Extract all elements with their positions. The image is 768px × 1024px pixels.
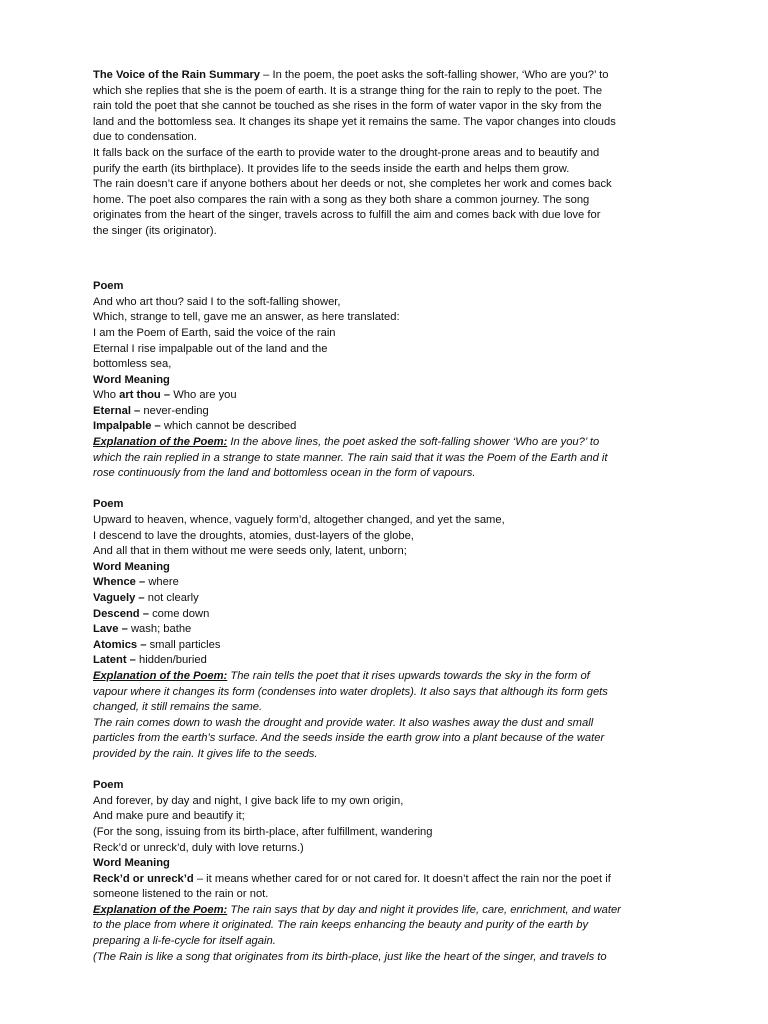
word-definition: small particles [146, 638, 221, 651]
summary-text: – In the poem, the poet asks the soft-falling shower, ‘Who are you?’ to [260, 69, 609, 81]
poem-line: And who art thou? said I to the soft-falling shower, [93, 295, 341, 308]
explanation-text: The rain says that by day and night it provides life, care, enrichment, and water [227, 903, 621, 916]
word-meaning-item [93, 622, 683, 638]
explanation-line: (The Rain is like a song that originates from its birth-place, just like the heart of the singer, and travels to [93, 950, 607, 963]
word-meaning-prefix: Who [93, 389, 120, 402]
poem-line: Which, strange to tell, gave me an answer, as here translated: [93, 311, 400, 324]
word-meaning-item [93, 872, 683, 888]
poem-section-3 [93, 778, 683, 965]
poem-section-1 [93, 279, 683, 482]
poem-line: Eternal I rise impalpable out of the land and the [93, 342, 328, 355]
explanation-line: which the rain replied in a strange to state manner. The rain said that it was the Poem of the Earth and it [93, 451, 608, 464]
explanation-line: rose continuously from the land and bottomless ocean in the form of vapours. [93, 467, 476, 480]
word-meaning-item [93, 638, 683, 654]
summary-line: purify the earth (its birthplace). It provides life to the seeds inside the earth and helps them grow. [93, 162, 570, 175]
poem-heading: Poem [93, 498, 124, 511]
summary-line: The rain doesn’t care if anyone bothers about her deeds or not, she completes her work and comes back [93, 178, 612, 191]
poem-section-2 [93, 497, 683, 762]
word-definition: come down [148, 607, 210, 620]
word-meaning-item [93, 653, 683, 669]
explanation-line [93, 435, 683, 451]
poem-line: (For the song, issuing from its birth-place, after fulfillment, wandering [93, 825, 433, 838]
word-term: Lave – [93, 623, 128, 636]
explanation-line: preparing a li-fe-cycle for itself again. [93, 935, 276, 948]
word-definition: wash; bathe [127, 623, 192, 636]
word-meaning-item [93, 404, 683, 420]
explanation-text: The rain tells the poet that it rises upwards towards the sky in the form of [227, 669, 590, 682]
summary-line: land and the bottomless sea. It changes its shape yet it remains the same. The vapor changes into clouds [93, 115, 616, 128]
explanation-text: In the above lines, the poet asked the soft-falling shower ‘Who are you?’ to [227, 436, 600, 449]
poem-line: bottomless sea, [93, 358, 172, 371]
word-definition: where [145, 576, 179, 589]
word-definition: – it means whether cared for or not cared for. It doesn’t affect the rain nor the poet if [193, 872, 611, 885]
word-meaning-item [93, 591, 683, 607]
word-definition: Who are you [170, 389, 237, 402]
word-meaning-continuation: someone listened to the rain or not. [93, 888, 269, 901]
word-meaning-item [93, 607, 683, 623]
explanation-line: provided by the rain. It gives life to the seeds. [93, 747, 318, 760]
poem-heading: Poem [93, 280, 124, 293]
explanation-label: Explanation of the Poem: [93, 436, 228, 449]
word-term: art thou – [119, 389, 171, 402]
summary-line: rain told the poet that she cannot be touched as she rises in the form of water vapor in the sky from the [93, 100, 602, 113]
word-meaning-heading: Word Meaning [93, 857, 170, 870]
summary-line: originates from the heart of the singer, travels across to fulfill the aim and comes back with due love for [93, 209, 601, 222]
word-definition: hidden/buried [135, 654, 207, 667]
document-page [93, 68, 683, 965]
word-term: Whence – [93, 576, 146, 589]
explanation-line: changed, it still remains the same. [93, 701, 263, 714]
explanation-line: vapour where it changes its form (condenses into water droplets). It also says that although its form gets [93, 685, 608, 698]
explanation-line: The rain comes down to wash the drought and provide water. It also washes away the dust and small [93, 716, 594, 729]
poem-line: And forever, by day and night, I give back life to my own origin, [93, 794, 404, 807]
summary-line: which she replies that she is the poem of earth. It is a strange thing for the rain to reply to the poet. The [93, 84, 603, 97]
summary-line: due to condensation. [93, 131, 197, 144]
poem-line: And make pure and beautify it; [93, 810, 245, 823]
word-term: Atomics – [93, 638, 147, 651]
explanation-label: Explanation of the Poem: [93, 669, 228, 682]
explanation-line [93, 669, 683, 685]
word-term: Reck’d or unreck’d [93, 872, 194, 885]
poem-line: I am the Poem of Earth, said the voice of the rain [93, 326, 336, 339]
poem-line: And all that in them without me were seeds only, latent, unborn; [93, 545, 407, 558]
explanation-label: Explanation of the Poem: [93, 903, 228, 916]
word-term: Vaguely – [93, 592, 145, 604]
word-term: Impalpable – [93, 420, 161, 433]
explanation-line: particles from the earth’s surface. And the seeds inside the earth grow into a plant because of the water [93, 732, 605, 745]
summary-section [93, 68, 683, 240]
summary-title: The Voice of the Rain Summary [93, 69, 261, 81]
word-definition: never-ending [140, 404, 209, 417]
word-term: Latent – [93, 654, 136, 667]
word-meaning-heading: Word Meaning [93, 373, 170, 386]
summary-line: home. The poet also compares the rain with a song as they both share a common journey. The song [93, 193, 590, 206]
poem-line: I descend to lave the droughts, atomies, dust-layers of the globe, [93, 529, 414, 542]
word-term: Eternal – [93, 404, 141, 417]
summary-line: It falls back on the surface of the earth to provide water to the drought-prone areas and to beautify and [93, 146, 600, 159]
word-meaning-item [93, 388, 683, 404]
poem-line: Reck’d or unreck’d, duly with love returns.) [93, 841, 304, 854]
explanation-line: to the place from where it originated. The rain keeps enhancing the beauty and purity of the earth by [93, 919, 589, 932]
explanation-line [93, 903, 683, 919]
poem-heading: Poem [93, 779, 124, 792]
summary-line: the singer (its originator). [93, 224, 217, 237]
word-definition: not clearly [144, 592, 199, 604]
poem-line: Upward to heaven, whence, vaguely form’d, altogether changed, and yet the same, [93, 514, 505, 527]
word-term: Descend – [93, 607, 149, 620]
word-meaning-item [93, 575, 683, 591]
word-definition: which cannot be described [160, 420, 297, 433]
word-meaning-item [93, 419, 683, 435]
summary-line [93, 68, 683, 84]
word-meaning-heading: Word Meaning [93, 560, 170, 573]
